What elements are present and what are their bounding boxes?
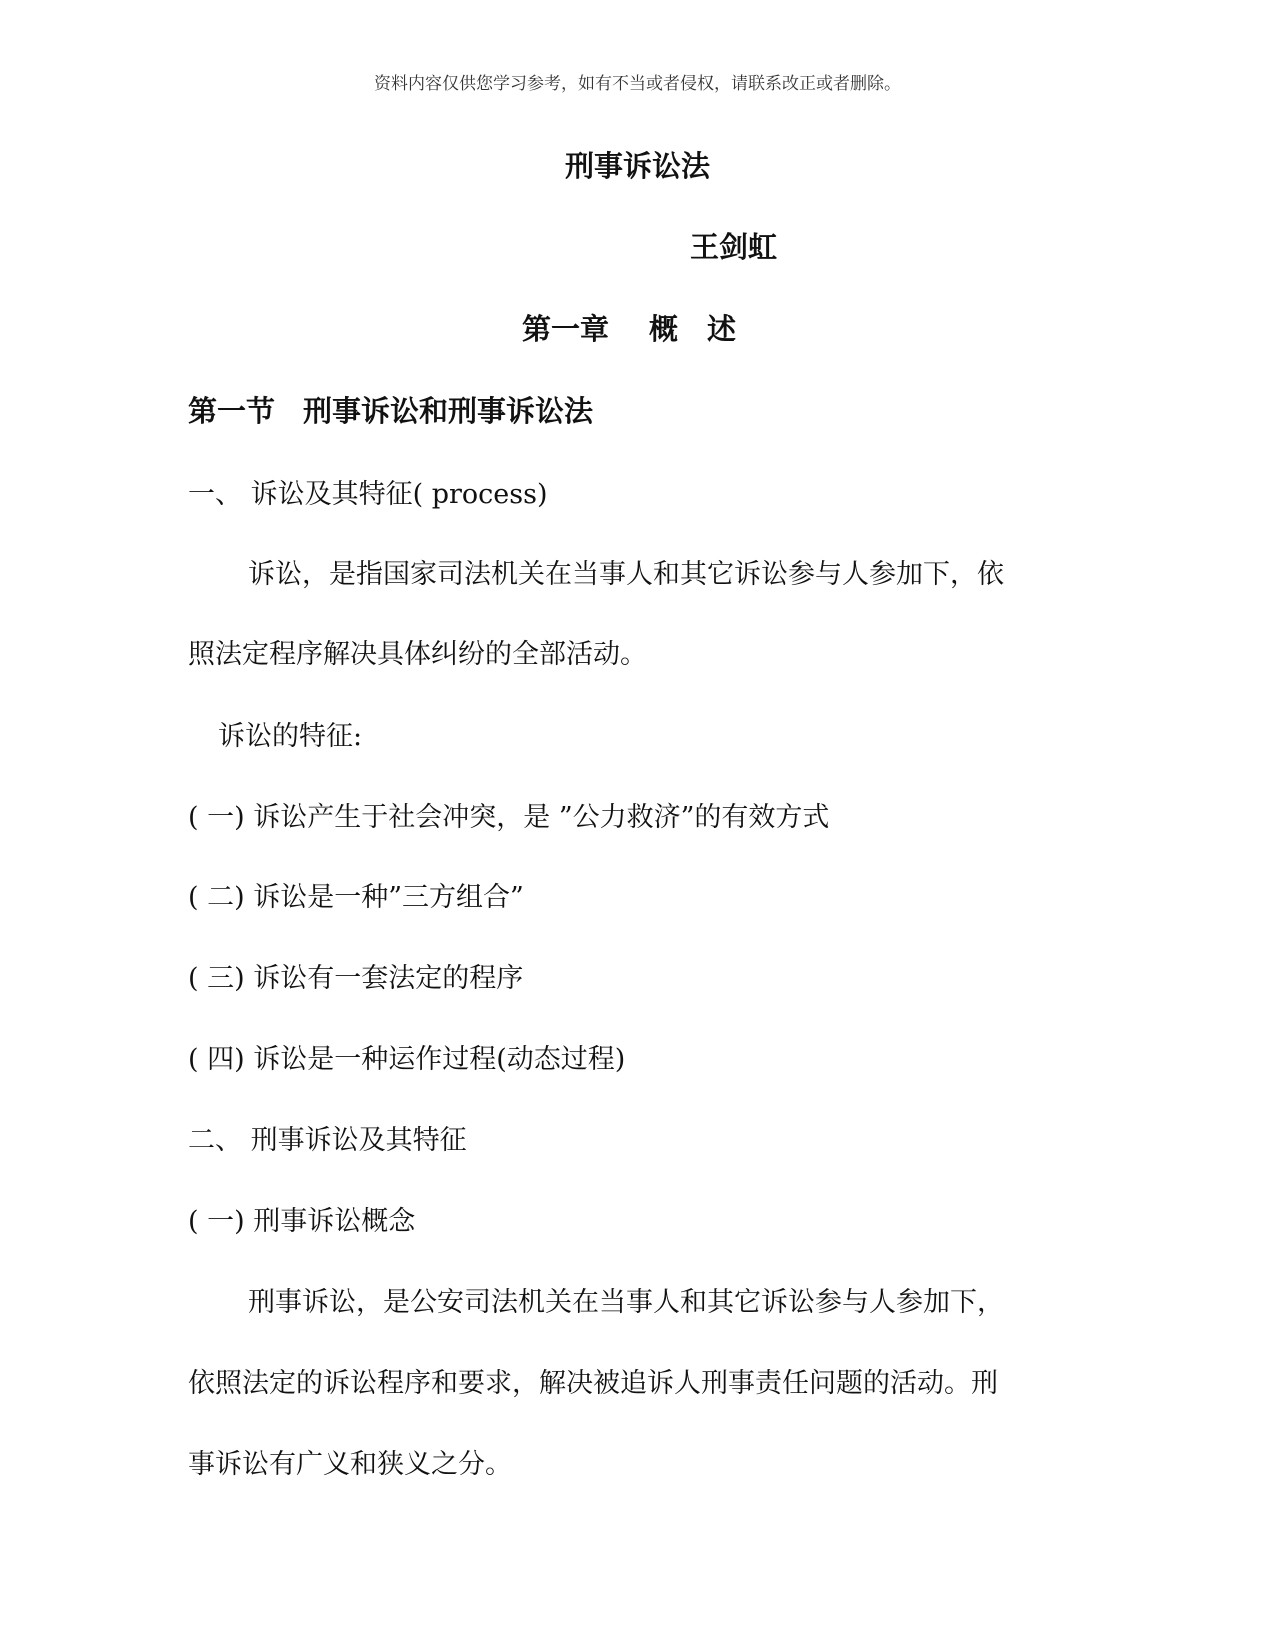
paragraph-line: 刑事诉讼，是公安司法机关在当事人和其它诉讼参与人参加下，: [248, 1287, 1004, 1318]
paragraph-line: 诉讼，是指国家司法机关在当事人和其它诉讼参与人参加下，依: [248, 559, 1004, 590]
section-heading: [188, 394, 594, 428]
document-author: 王剑虹: [690, 230, 778, 264]
document-title: 刑事诉讼法: [564, 149, 710, 183]
paragraph-line: 事诉讼有广义和狭义之分。: [188, 1449, 512, 1480]
chapter-heading: [522, 312, 737, 346]
subheading-litigation-features: 一、 诉讼及其特征( process): [188, 479, 548, 510]
chapter-name: 概 述: [649, 312, 737, 346]
list-item: ( 三) 诉讼有一套法定的程序: [188, 963, 524, 994]
list-item: ( 二) 诉讼是一种”三方组合”: [188, 882, 524, 913]
subheading-criminal-litigation: 二、 刑事诉讼及其特征: [188, 1125, 467, 1156]
list-item: ( 一) 诉讼产生于社会冲突，是 ”公力救济”的有效方式: [188, 802, 830, 833]
section-name: 刑事诉讼和刑事诉讼法: [303, 394, 594, 428]
list-item: ( 四) 诉讼是一种运作过程(动态过程): [188, 1044, 626, 1075]
paragraph-line: 依照法定的诉讼程序和要求，解决被追诉人刑事责任问题的活动。刑: [188, 1368, 998, 1399]
paragraph-line: 照法定程序解决具体纠纷的全部活动。: [188, 639, 647, 670]
features-intro: 诉讼的特征:: [218, 721, 363, 752]
document-disclaimer: 资料内容仅供您学习参考，如有不当或者侵权，请联系改正或者删除。: [374, 74, 901, 94]
chapter-number: 第一章: [522, 312, 610, 346]
subheading-concept: ( 一) 刑事诉讼概念: [188, 1206, 416, 1237]
section-number: 第一节: [188, 394, 276, 428]
